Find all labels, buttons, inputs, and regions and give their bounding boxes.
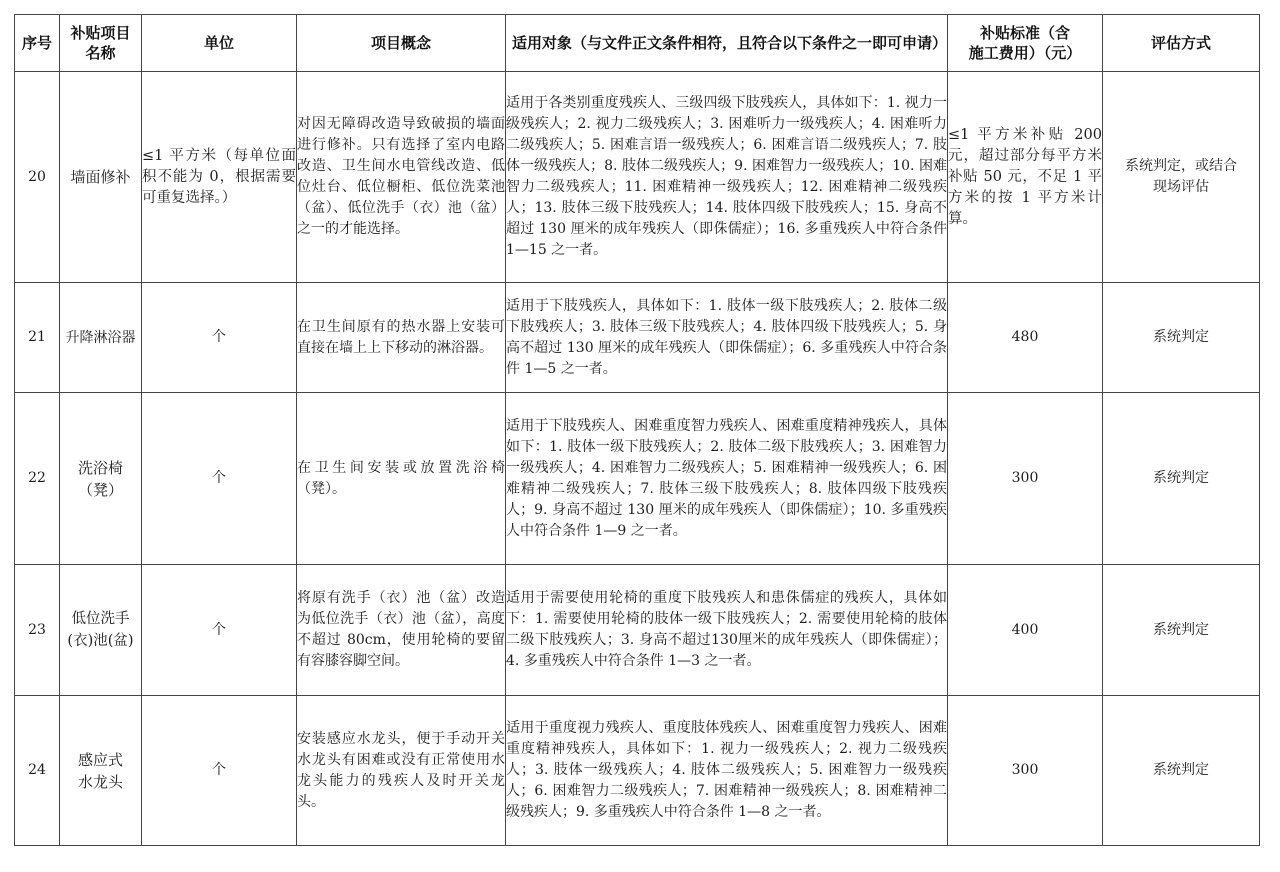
- subsidy-table-page: [14, 14, 1259, 846]
- table-row: [15, 393, 1260, 565]
- row-assess: 系统判定: [1103, 283, 1260, 393]
- row-concept: 将原有洗手（衣）池（盆）改造为低位洗手（衣）池（盆），高度不超过 80cm，使用轮椅的要留有容膝容脚空间。: [297, 565, 506, 696]
- row-concept: 对因无障碍改造导致破损的墙面进行修补。只有选择了室内电路改造、卫生间水电管线改造、低位灶台、低位橱柜、低位洗菜池（盆）、低位洗手（衣）池（盆）之一的才能选择。: [297, 72, 506, 283]
- table-row: [15, 565, 1260, 696]
- row-concept: 在卫生间原有的热水器上安装可直接在墙上上下移动的淋浴器。: [297, 283, 506, 393]
- row-no: 24: [15, 696, 60, 846]
- row-standard: ≤1 平方米补贴 200 元，超过部分每平方米补贴 50 元，不足 1 平方米的按 1 平方米计算。: [948, 72, 1103, 283]
- row-no: 22: [15, 393, 60, 565]
- row-standard: 300: [948, 696, 1103, 846]
- row-concept: 在卫生间安装或放置洗浴椅（凳）。: [297, 393, 506, 565]
- header-concept: 项目概念: [297, 15, 506, 72]
- header-assess: 评估方式: [1103, 15, 1260, 72]
- row-standard: 400: [948, 565, 1103, 696]
- row-no: 23: [15, 565, 60, 696]
- row-target: 适用于下肢残疾人、困难重度智力残疾人、困难重度精神残疾人，具体如下：1. 肢体一级下肢残疾人；2. 肢体二级下肢残疾人；3. 困难智力一级残疾人；4. 困难智力二级残疾人；5. 困难精神一级残疾人；6. 困难精神二级残疾人；7. 肢体三级下肢残疾人；8. 肢体四级下肢残疾人；9. 身高不超过 130 厘米的成年残疾人（即侏儒症）；10. 多重残疾人中符合条件 1—9 之一者。: [506, 393, 948, 565]
- row-standard: 300: [948, 393, 1103, 565]
- table-row: [15, 283, 1260, 393]
- row-target: 适用于下肢残疾人，具体如下：1. 肢体一级下肢残疾人；2. 肢体二级下肢残疾人；3. 肢体三级下肢残疾人；4. 肢体四级下肢残疾人；5. 身高不超过 130 厘米的成年残疾人（即侏儒症）；6. 多重残疾人中符合条件 1—5 之一者。: [506, 283, 948, 393]
- header-standard: 补贴标准（含 施工费用）（元）: [948, 15, 1103, 72]
- table-row: [15, 72, 1260, 283]
- subsidy-table: [14, 14, 1260, 846]
- header-no: 序号: [15, 15, 60, 72]
- row-unit: 个: [142, 696, 297, 846]
- header-name: 补贴项目 名称: [60, 15, 142, 72]
- row-name: 墙面修补: [60, 72, 142, 283]
- header-row: [15, 15, 1260, 72]
- row-assess: 系统判定: [1103, 696, 1260, 846]
- row-target: 适用于各类别重度残疾人、三级四级下肢残疾人，具体如下：1. 视力一级残疾人；2. 视力二级残疾人；3. 困难听力一级残疾人；4. 困难听力二级残疾人；5. 困难言语一级残疾人；6. 困难言语二级残疾人；7. 肢体一级残疾人；8. 肢体二级残疾人；9. 困难智力一级残疾人；10. 困难智力二级残疾人；11. 困难精神一级残疾人；12. 困难精神二级残疾人；13. 肢体三级下肢残疾人；14. 肢体四级下肢残疾人；15. 身高不超过 130 厘米的成年残疾人（即侏儒症）；16. 多重残疾人中符合条件 1—15 之一者。: [506, 72, 948, 283]
- row-name: 升降淋浴器: [60, 283, 142, 393]
- row-target: 适用于需要使用轮椅的重度下肢残疾人和患侏儒症的残疾人，具体如下：1. 需要使用轮椅的肢体一级下肢残疾人；2. 需要使用轮椅的肢体二级下肢残疾人；3. 身高不超过130厘米的成年残疾人（即侏儒症）；4. 多重残疾人中符合条件 1—3 之一者。: [506, 565, 948, 696]
- row-unit: 个: [142, 565, 297, 696]
- row-assess: 系统判定: [1103, 565, 1260, 696]
- header-unit: 单位: [142, 15, 297, 72]
- row-name: 低位洗手 (衣)池(盆): [60, 565, 142, 696]
- row-no: 21: [15, 283, 60, 393]
- row-standard: 480: [948, 283, 1103, 393]
- header-target: 适用对象（与文件正文条件相符，且符合以下条件之一即可申请）: [506, 15, 948, 72]
- table-row: [15, 696, 1260, 846]
- row-assess: 系统判定: [1103, 393, 1260, 565]
- row-name: 洗浴椅 （凳）: [60, 393, 142, 565]
- row-concept: 安装感应水龙头，便于手动开关水龙头有困难或没有正常使用水龙头能力的残疾人及时开关龙头。: [297, 696, 506, 846]
- row-no: 20: [15, 72, 60, 283]
- row-target: 适用于重度视力残疾人、重度肢体残疾人、困难重度智力残疾人、困难重度精神残疾人，具体如下：1. 视力一级残疾人；2. 视力二级残疾人；3. 肢体一级残疾人；4. 肢体二级残疾人；5. 困难智力一级残疾人；6. 困难智力二级残疾人；7. 困难精神一级残疾人；8. 困难精神二级残疾人；9. 多重残疾人中符合条件 1—8 之一者。: [506, 696, 948, 846]
- row-name: 感应式 水龙头: [60, 696, 142, 846]
- row-unit: 个: [142, 283, 297, 393]
- row-unit: 个: [142, 393, 297, 565]
- row-unit: ≤1 平方米（每单位面积不能为 0，根据需要可重复选择。）: [142, 72, 297, 283]
- row-assess: 系统判定，或结合 现场评估: [1103, 72, 1260, 283]
